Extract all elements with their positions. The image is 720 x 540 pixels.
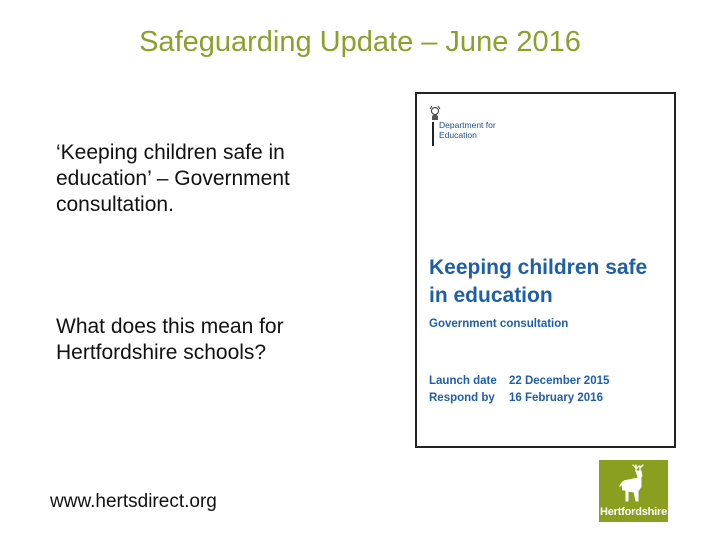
dfe-logo-bar bbox=[432, 122, 434, 146]
document-cover-image bbox=[415, 92, 676, 448]
slide-title: Safeguarding Update – June 2016 bbox=[139, 26, 581, 58]
launch-date-value: 22 December 2015 bbox=[509, 375, 610, 387]
website-url: www.hertsdirect.org bbox=[50, 491, 217, 512]
hart-icon bbox=[614, 463, 654, 505]
document-subtitle: Government consultation bbox=[429, 318, 569, 330]
respond-date-row bbox=[429, 392, 603, 404]
launch-date-label: Launch date bbox=[429, 375, 497, 387]
slide-paragraph-question: What does this mean for Hertfordshire schools? bbox=[56, 315, 284, 364]
department-name: Department for Education bbox=[439, 120, 496, 140]
slide-paragraph-consultation: ‘Keeping children safe in education’ – Government consultation. bbox=[56, 141, 290, 216]
document-title: Keeping children safe in education bbox=[429, 256, 648, 307]
hertfordshire-wordmark: Hertfordshire bbox=[599, 506, 668, 518]
respond-by-label: Respond by bbox=[429, 392, 495, 404]
respond-by-value: 16 February 2016 bbox=[509, 392, 603, 404]
launch-date-row bbox=[429, 375, 609, 387]
hertfordshire-logo bbox=[599, 460, 668, 522]
